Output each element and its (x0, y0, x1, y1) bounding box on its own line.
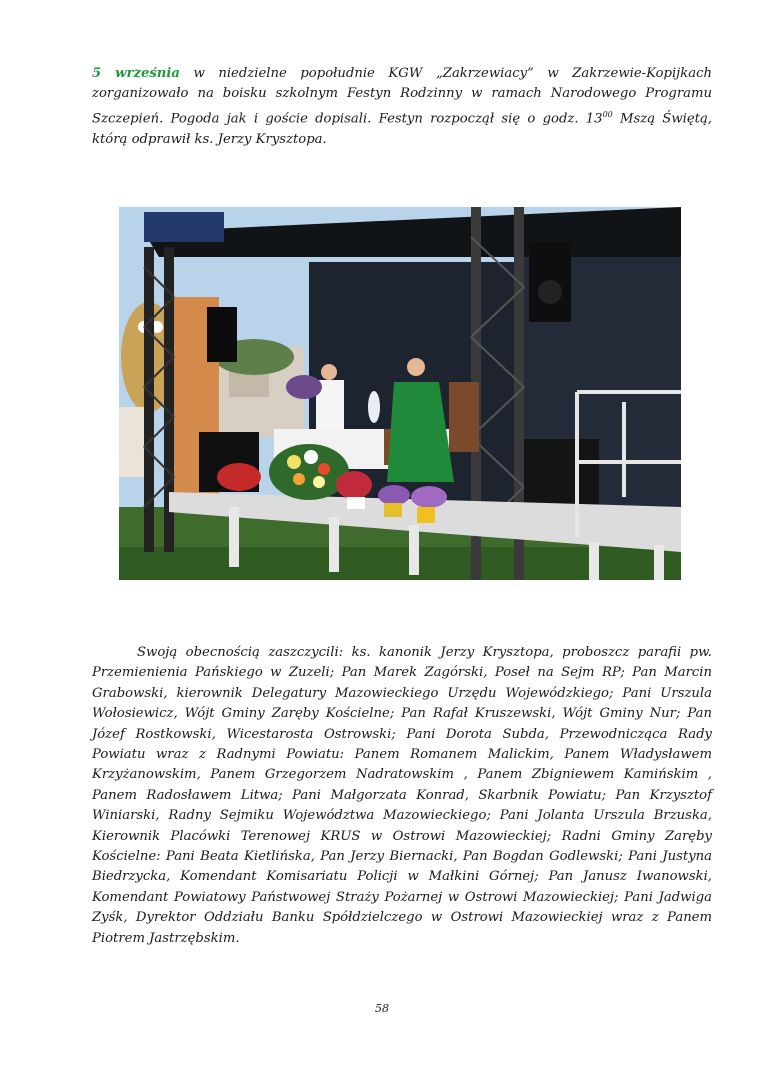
guests-paragraph: Swoją obecnością zaszczycili: ks. kanonik Jerzy Krysztopa, proboszcz parafii pw. Przemienienia Pańskiego w Zuzeli; Pan Marek Zagórski, Poseł na Sejm RP; Pan Marcin Grabowski, kierownik Delegatury Mazowieckiego Urzędu Wojewódzkiego; Pani Urszula Wołosiewicz, Wójt Gminy Zaręby Kościelne; Pan Rafał Kruszewski, Wójt Gminy Nur; Pan Józef Rostkowski, Wicestarosta Ostrowski; Pani Dorota Subda, Przewodnicząca Rady Powiatu wraz z Radnymi Powiatu: Panem Romanem Malickim, Panem Władysławem Krzyżanowskim, Panem Grzegorzem Nadratowskim , Panem Zbigniewem Kamińskim , Panem Radosławem Litwa; Pani Małgorzata Konrad, Skarbnik Powiatu; Pan Krzysztof Winiarski, Radny Sejmiku Województwa Mazowieckiego; Pani Jolanta Urszula Brzuska, Kierownik Placówki Terenowej KRUS w Ostrowi Mazowieckiej; Radni Gminy Zaręby Kościelne: Pani Beata Kietlińska, Pan Jerzy Biernacki, Pan Bogdan Godlewski; Pani Justyna Biedrzycka, Komendant Komisariatu Policji w Małkini Górnej; Pan Janusz Iwanowski, Komendant Powiatowy Państwowej Straży Pożarnej w Ostrowi Mazowieckiej; Pani Jadwiga Zyśk, Dyrektor Oddziału Banku Spółdzielczego w Ostrowi Mazowieckiej wraz z Panem Piotrem Jastrzębskim. (92, 645, 712, 946)
intro-text: w niedzielne popołudnie KGW „Zakrzewiacy” w Zakrzewie-Kopijkach zorganizowało na boisku szkolnym Festyn Rodzinny w ramach Narodowego Programu Szczepień. Pogoda jak i goście dopisali. Festyn rozpoczął się o godz. 13 (92, 66, 712, 127)
outdoor-mass-stage-illustration (119, 207, 681, 580)
event-date: 5 września (92, 66, 180, 81)
festival-photo (119, 207, 681, 580)
intro-text-end: Mszą Świętą, którą odprawił ks. Jerzy Krysztopa. (92, 111, 712, 147)
time-superscript: 00 (602, 109, 613, 119)
intro-paragraph (92, 64, 712, 150)
page-number: 58 (375, 1002, 389, 1015)
